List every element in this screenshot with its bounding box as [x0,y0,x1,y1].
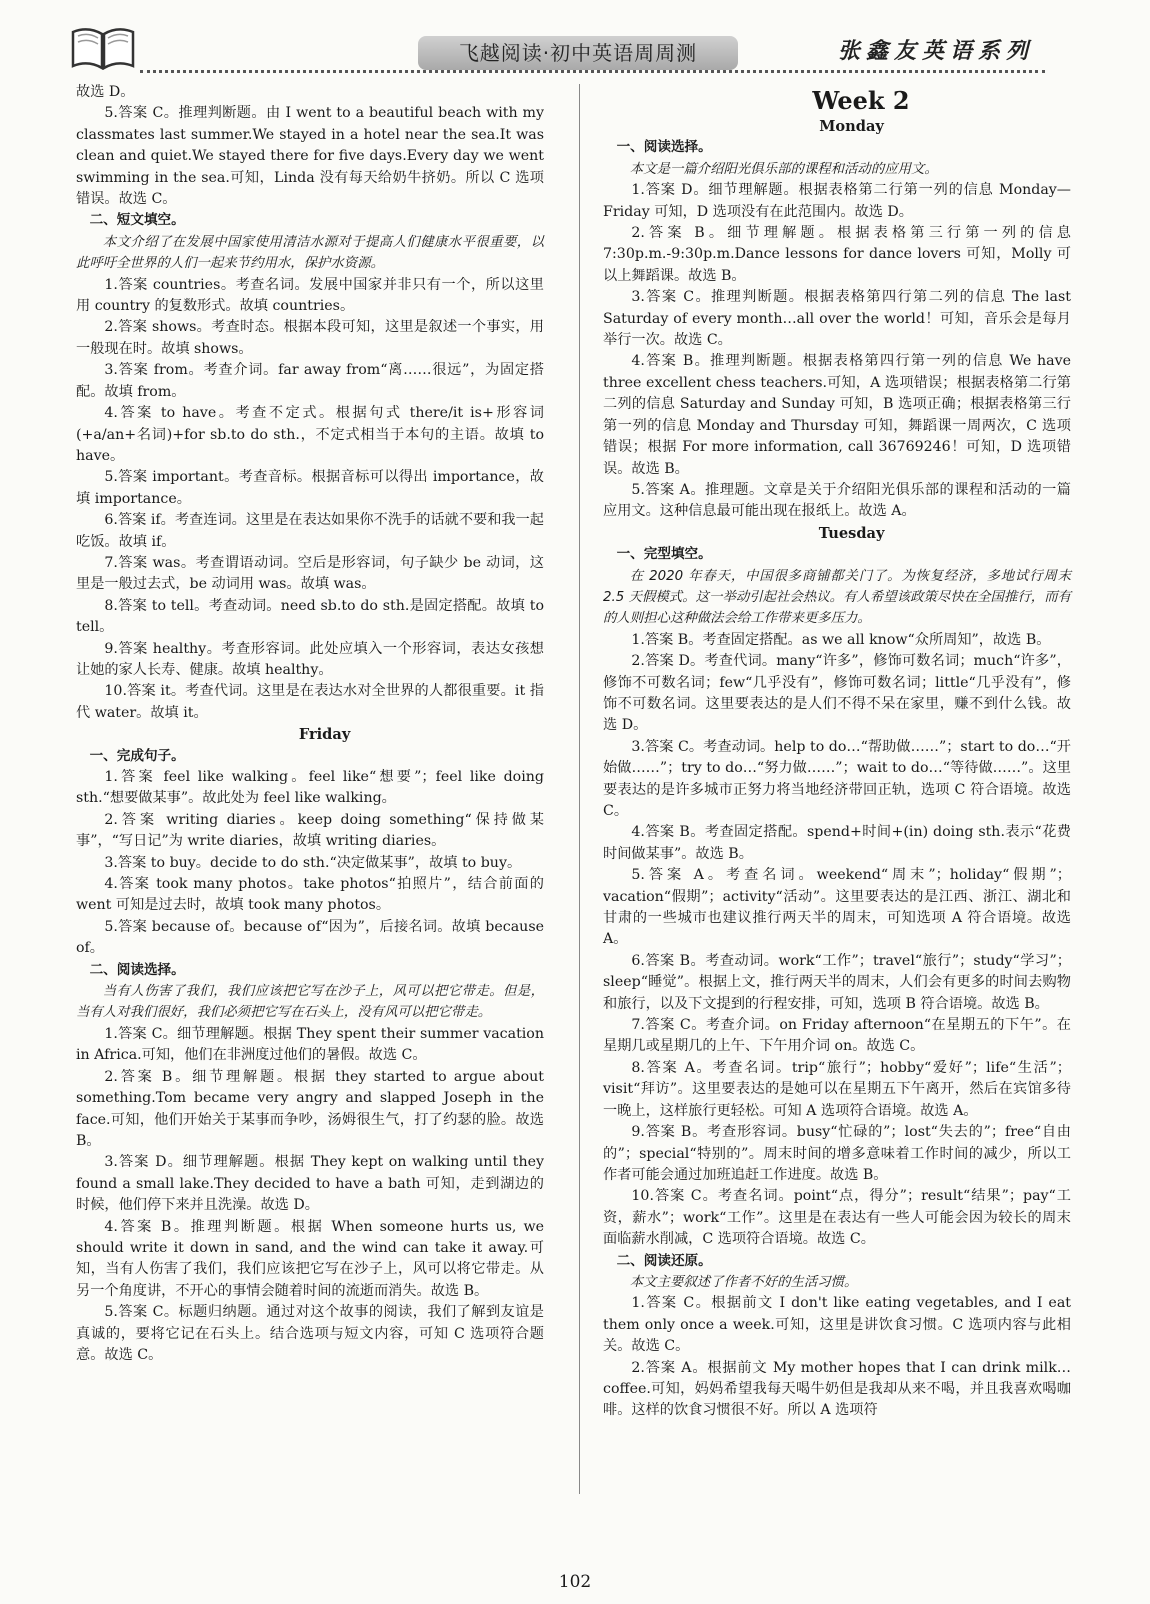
answer-paragraph: 8.答案 to tell。考查动词。need sb.to do sth.是固定搭配。故填 to tell。 [76,597,544,636]
answer-paragraph: 3.答案 from。考查介词。far away from“离……很远”，为固定搭配。故填 from。 [76,362,544,400]
day-heading: Monday [819,118,884,135]
left-column [76,82,544,1366]
answer-paragraph: 4.答案 to have。考查不定式。根据句式 there/it is+形容词(+a/an+名词)+for sb.to do sth.，不定式相当于本句的主语。故填 to have。 [76,405,544,464]
day-heading: Friday [298,726,351,744]
answer-paragraph: 3.答案 D。细节理解题。根据 They kept on walking until they found a small lake.They decided to have a bath 可知，走到湖边的时候，他们停下来并且洗澡。故选 D。 [76,1154,544,1214]
answer-paragraph: 3.答案 C。考查动词。help to do…“帮助做……”；start to do…“开始做……”；try to do…“努力做……”；wait to do…“等待做……”。这里要表达的是许多城市正努力将当地经济带回正轨，选项 C 符合语境。故选 C。 [603,738,1071,819]
section-heading: 一、阅读选择。 [616,139,712,156]
week-heading: Week 2 [812,86,910,115]
answer-paragraph: 5.答案 important。考查音标。根据音标可以得出 importance，故填 importance。 [76,469,544,507]
answer-paragraph: 7.答案 was。考查谓语动词。空后是形容词，句子缺少 be 动词，这里是一般过去式，be 动词用 was。故填 was。 [76,554,544,593]
answer-paragraph: 9.答案 healthy。考查形容词。此处应填入一个形容词，表达女孩想让她的家人长寿、健康。故填 healthy。 [76,640,544,678]
passage-summary: 在 2020 年春天，中国很多商铺都关门了。为恢复经济，多地试行周末 2.5 天假模式。这一举动引起社会热议。有人希望该政策尽快在全国推行，而有的人则担心这种做法会给工作带来更多压力。 [603,568,1071,627]
section-heading: 二、阅读还原。 [616,1252,712,1269]
answer-paragraph: 2.答案 B。细节理解题。根据 they started to argue about something.Tom became very angry and slapped Joseph in the face.可知，他们开始关于某事而争吵，汤姆很生气，打了约瑟的脸。故选 B。 [76,1068,544,1149]
passage-summary: 本文介绍了在发展中国家使用清洁水源对于提高人们健康水平很重要，以此呼吁全世界的人们一起来节约用水，保护水资源。 [76,234,544,272]
answer-paragraph: 2.答案 B。细节理解题。根据表格第三行第一列的信息 7:30p.m.-9:30p.m.Dance lessons for dance lovers 可知，Molly 可以上舞蹈课。故选 B。 [603,225,1071,284]
answer-paragraph: 4.答案 took many photos。take photos“拍照片”，结合前面的 went 可知是过去时，故填 took many photos。 [76,876,544,914]
answer-paragraph: 2.答案 writing diaries。keep doing something“保持做某事”，“写日记”为 write diaries，故填 writing diaries。 [76,811,544,850]
answer-paragraph: 2.答案 D。考查代词。many“许多”，修饰可数名词；much“许多”，修饰不可数名词；few“几乎没有”，修饰可数名词；little“几乎没有”，修饰不可数名词。这里要表达的是人们不得不呆在家里，赚不到什么钱。故选 D。 [603,653,1071,734]
answer-paragraph: 3.答案 to buy。decide to do sth.“决定做某事”，故填 to buy。 [104,854,522,871]
answer-paragraph: 1.答案 feel like walking。feel like“想要”；feel like doing sth.“想要做某事”。故此处为 feel like walking。 [76,769,544,807]
answer-paragraph: 4.答案 B。推理判断题。根据 When someone hurts us, we should write it down in sand, and the wind can take it away.可知，当有人伤害了我们，我们应该把它写在沙子上，风可以将它带走。从另一个角度讲，不开心的事情会随着时间的流逝而消失。故选 B。 [76,1218,544,1299]
book-icon [70,26,136,70]
answer-paragraph: 10.答案 it。考查代词。这里是在表达水对全世界的人都很重要。it 指代 water。故填 it。 [76,683,544,721]
answer-paragraph: 9.答案 B。考查形容词。busy“忙碌的”；lost“失去的”；free“自由的”；special“特别的”。周末时间的增多意味着工作时间的减少，所以工作者可能会通过加班追赶工作进度。故选 B。 [603,1124,1071,1183]
answer-paragraph: 7.答案 C。考查介词。on Friday afternoon“在星期五的下午”。在星期几或星期几的上午、下午用介词 on。故选 C。 [603,1017,1071,1055]
answer-paragraph: 6.答案 B。考查动词。work“工作”；travel“旅行”；study“学习”；sleep“睡觉”。根据上文，推行两天半的周末，人们会有更多的时间去购物和旅行，以及下文提到的行程安排，可知，选项 B 符合语境。故选 B。 [603,952,1071,1012]
header-divider [140,70,1045,73]
answer-paragraph: 2.答案 shows。考查时态。根据本段可知，这里是叙述一个事实，用一般现在时。故填 shows。 [76,319,544,357]
answer-paragraph: 1.答案 D。细节理解题。根据表格第二行第一列的信息 Monday—Friday 可知，D 选项没有在此范围内。故选 D。 [603,182,1071,220]
answer-paragraph: 1.答案 C。细节理解题。根据 They spent their summer vacation in Africa.可知，他们在非洲度过他们的暑假。故选 C。 [76,1025,544,1064]
answer-paragraph: 5.答案 C。标题归纳题。通过对这个故事的阅读，我们了解到友谊是真诚的，要将它记在石头上。结合选项与短文内容，可知 C 选项符合题意。故选 C。 [76,1304,544,1363]
answer-paragraph: 8.答案 A。考查名词。trip“旅行”；hobby“爱好”；life“生活”；visit“拜访”。这里要表达的是她可以在星期五下午离开，然后在宾馆多待一晚上，这样旅行更轻松。可知 A 选项符合语境。故选 A。 [603,1059,1071,1119]
answer-paragraph: 5.答案 A。推理题。文章是关于介绍阳光俱乐部的课程和活动的一篇应用文。这种信息最可能出现在报纸上。故选 A。 [603,481,1071,520]
column-divider [579,84,580,1494]
page-header [0,0,1150,80]
answer-paragraph: 2.答案 A。根据前文 My mother hopes that I can drink milk…coffee.可知，妈妈希望我每天喝牛奶但是我却从来不喝，并且我喜欢喝咖啡。这样的饮食习惯很不好。所以 A 选项符 [603,1359,1071,1419]
section-heading: 一、完型填空。 [616,546,712,563]
right-column [603,82,1071,1422]
answer-paragraph: 故选 D。 [76,84,135,100]
answer-paragraph: 5.答案 because of。because of“因为”，后接名词。故填 because of。 [76,918,544,957]
answer-paragraph: 1.答案 countries。考查名词。发展中国家并非只有一个，所以这里用 country 的复数形式。故填 countries。 [76,276,544,315]
answer-paragraph: 5.答案 C。推理判断题。由 I went to a beautiful beach with my classmates last summer.We stayed in a hotel near the sea.It was clean and quiet.We stayed there for five days.Every day we went swimming in the sea.可知，Linda 没有每天给奶牛挤奶。所以 C 选项错误。故选 C。 [76,105,544,208]
passage-summary: 当有人伤害了我们，我们应该把它写在沙子上，风可以把它带走。但是，当有人对我们很好，我们必须把它写在石头上，没有风可以把它带走。 [76,984,544,1021]
answer-paragraph: 4.答案 B。考查固定搭配。spend+时间+(in) doing sth.表示“花费时间做某事”。故选 B。 [603,824,1071,862]
answer-paragraph: 6.答案 if。考查连词。这里是在表达如果你不洗手的话就不要和我一起吃饭。故填 if。 [76,512,544,550]
section-heading: 一、完成句子。 [89,747,185,764]
answer-paragraph: 4.答案 B。推理判断题。根据表格第四行第一列的信息 We have three excellent chess teachers.可知，A 选项错误；根据表格第二行第二列的信息 Saturday and Sunday 可知，B 选项正确；根据表格第三行第一列的信息 Monday and Thursday 可知，舞蹈课一周两次，C 选项错误；根据 For more information, call 36769246！可知，D 选项错误。故选 B。 [603,353,1071,477]
passage-summary: 本文主要叙述了作者不好的生活习惯。 [629,1274,858,1290]
answer-paragraph: 1.答案 B。考查固定搭配。as we all know“众所周知”，故选 B。 [631,631,1051,648]
series-title: 飞越阅读·初中英语周周测 [418,36,738,70]
day-heading: Tuesday [818,524,885,542]
brand-title: 张鑫友英语系列 [838,39,1035,64]
page-number: 102 [558,1572,592,1592]
section-heading: 二、短文填空。 [89,212,185,229]
answer-paragraph: 10.答案 C。考查名词。point“点，得分”；result“结果”；pay“工资，薪水”；work“工作”。这里是在表达有一些人可能会因为较长的周末面临薪水削减，C 选项符合语境。故选 C。 [603,1188,1071,1248]
answer-paragraph: 3.答案 C。推理判断题。根据表格第四行第二列的信息 The last Saturday of every month…all over the world！可知，音乐会是每月举行一次。故选 C。 [603,289,1071,349]
answer-paragraph: 1.答案 C。根据前文 I don't like eating vegetables, and I eat them only once a week.可知，这里是讲饮食习惯。C 选项内容与此相关。故选 C。 [603,1295,1071,1355]
passage-summary: 本文是一篇介绍阳光俱乐部的课程和活动的应用文。 [629,161,938,177]
section-heading: 二、阅读选择。 [89,961,185,978]
answer-paragraph: 5.答案 A。考查名词。weekend“周末”；holiday“假期”；vacation“假期”；activity“活动”。这里要表达的是江西、浙江、湖北和甘肃的一些城市也建议推行两天半的周末，可知选项 A 符合语境。故选 A。 [603,867,1071,948]
